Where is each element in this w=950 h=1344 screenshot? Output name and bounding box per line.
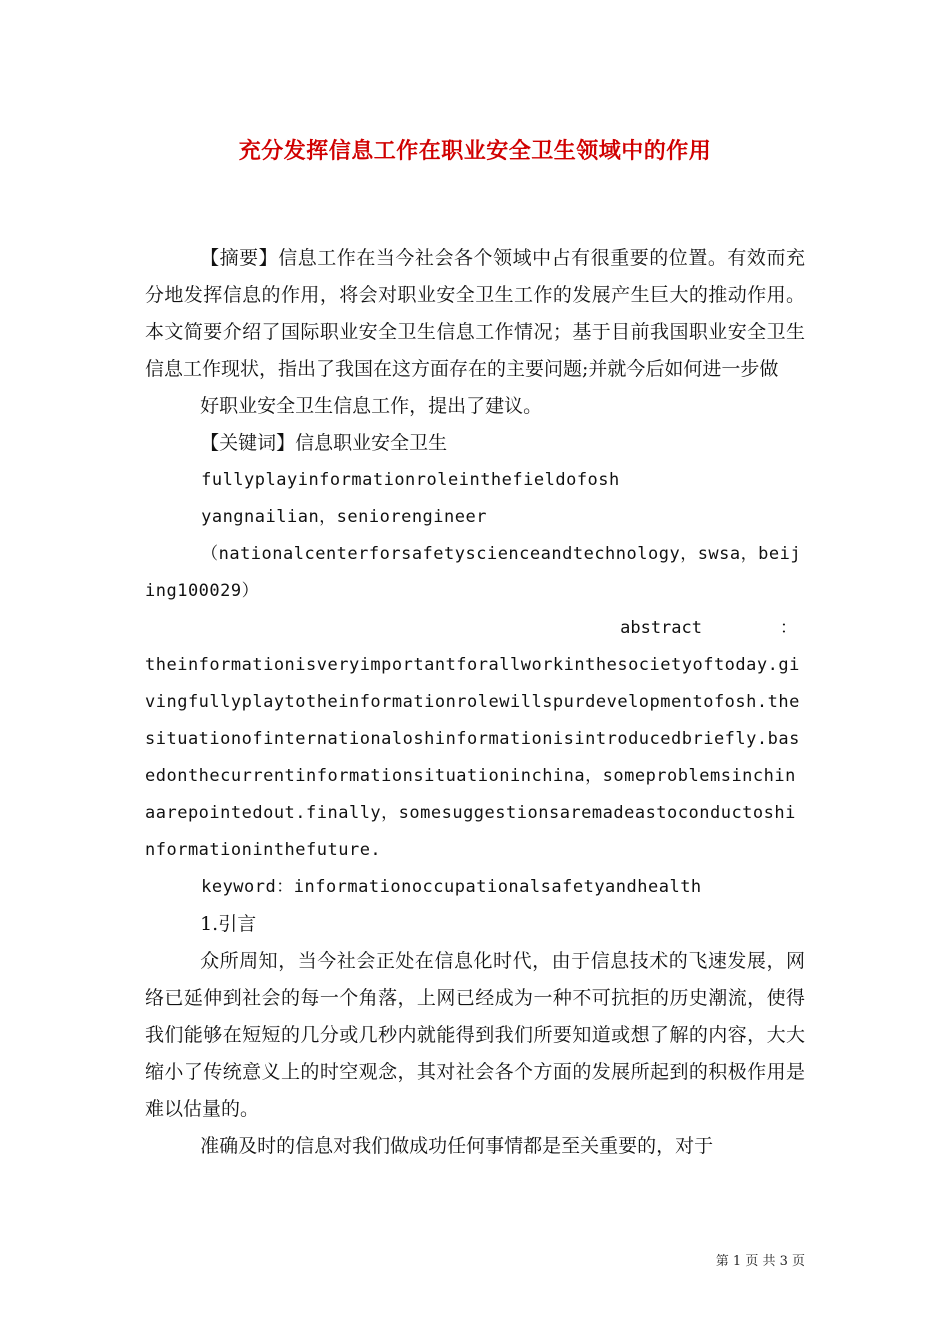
- abstract-en-colon: ：: [780, 618, 797, 638]
- document-title: 充分发挥信息工作在职业安全卫生领域中的作用: [238, 138, 712, 164]
- abstract-cn: 【摘要】信息工作在当今社会各个领域中占有很重要的位置。有效而充分地发挥信息的作用，将会对职业安全卫生工作的发展产生巨大的推动作用。本文简要介绍了国际职业安全卫生信息工作情况；基于目前我国职业安全卫生信息工作现状，指出了我国在这方面存在的主要问题;并就今后如何进一步做: [145, 247, 805, 380]
- paragraph-2: 准确及时的信息对我们做成功任何事情都是至关重要的，对于: [200, 1135, 714, 1157]
- keywords-cn: 【关键词】信息职业安全卫生: [200, 432, 448, 454]
- document-body: [145, 240, 805, 1165]
- author-en: yangnailian，seniorengineer: [201, 507, 487, 527]
- section-heading-introduction: 1.引言: [200, 913, 257, 935]
- abstract-cn-continued: 好职业安全卫生信息工作，提出了建议。: [200, 395, 543, 417]
- title-en: fullyplayinformationroleinthefieldofosh: [201, 470, 620, 490]
- page-footer: 第 1 页 共 3 页: [715, 1254, 805, 1269]
- abstract-en: theinformationisveryimportantforallworkinthesocietyoftoday.givingfullyplaytotheinformationrolewillspurdevelopmentofosh.thesituationofinternationaloshinformationisintroducedbriefly.basedonthecurrentinformationsituationinchina，someproblemsinchinaarepointedout.finally，somesuggestionsaremadeastoconductoshinformationinthefuture.: [145, 655, 800, 860]
- keywords-en: keyword：informationoccupationalsafetyandhealth: [201, 877, 702, 897]
- abstract-en-label: abstract: [620, 618, 702, 638]
- abstract-en-heading: [145, 610, 805, 647]
- paragraph-1: 众所周知，当今社会正处在信息化时代，由于信息技术的飞速发展，网络已延伸到社会的每一个角落，上网已经成为一种不可抗拒的历史潮流，使得我们能够在短短的几分或几秒内就能得到我们所要知道或想了解的内容，大大缩小了传统意义上的时空观念，其对社会各个方面的发展所起到的积极作用是难以估量的。: [145, 950, 805, 1120]
- affiliation-en: （nationalcenterforsafetyscienceandtechnology，swsa，beijing100029）: [145, 544, 802, 601]
